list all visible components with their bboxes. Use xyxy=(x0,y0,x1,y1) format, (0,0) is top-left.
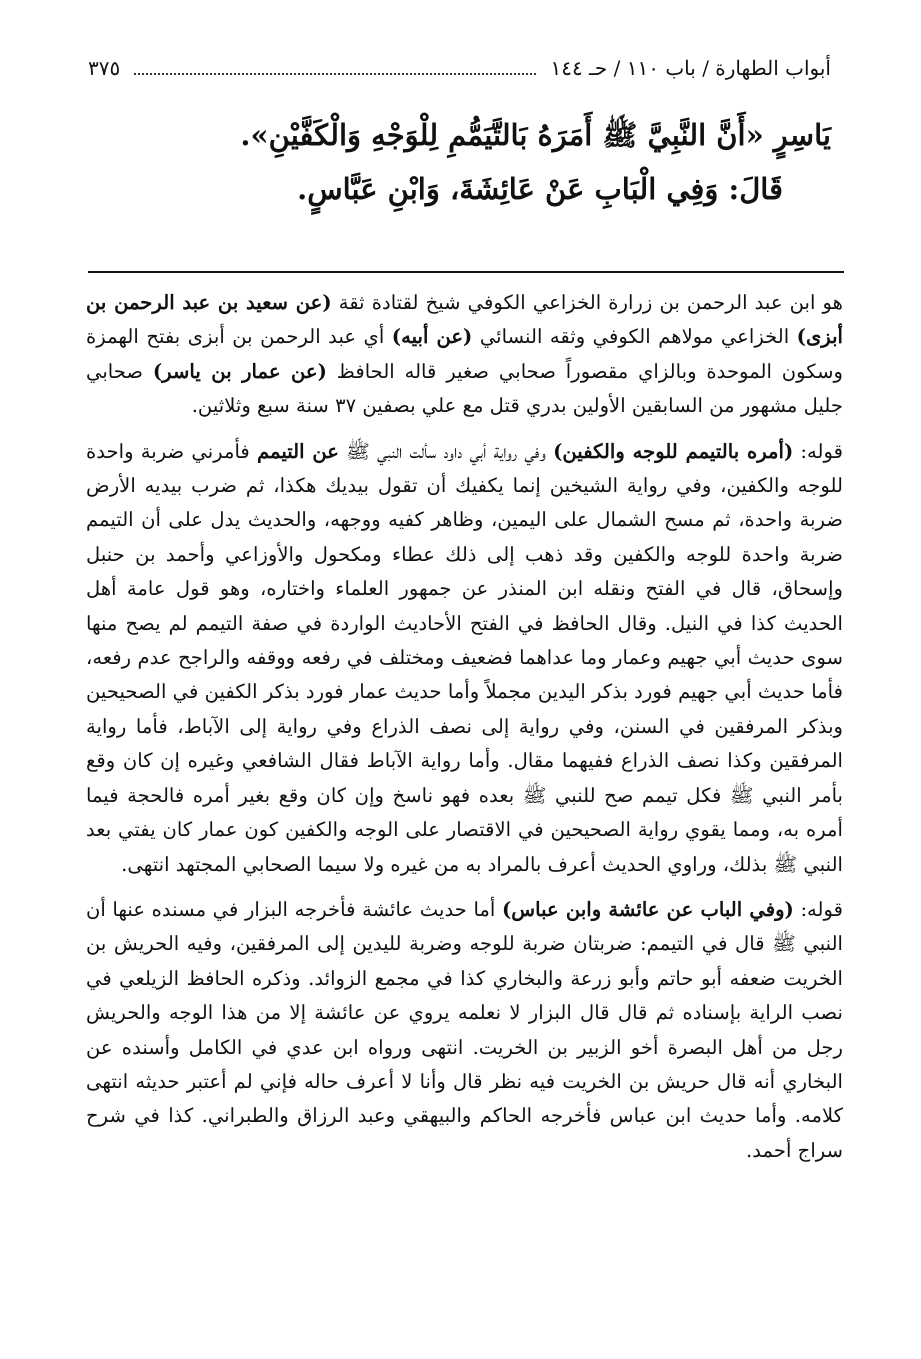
page-header xyxy=(88,48,831,88)
commentary-paragraph xyxy=(86,893,843,1168)
commentary xyxy=(86,286,843,1179)
commentary-text: وفي رواية أبي داود سألت النبي ﷺ xyxy=(338,439,554,463)
commentary-text: هو ابن عبد الرحمن بن زرارة الخزاعي الكوفي شيخ لقتادة ثقة xyxy=(331,291,843,314)
footnote-divider xyxy=(88,271,844,273)
commentary-bold: (أمره بالتيمم للوجه والكفين) xyxy=(553,439,794,463)
commentary-bold: (عن أبيه) xyxy=(391,325,473,349)
commentary-bold: عن التيمم xyxy=(256,439,339,463)
commentary-text: صحابي جليل مشهور من السابقين الأولين بدري قتل مع علي بصفين ٣٧ سنة سبع وثلاثين. xyxy=(86,359,843,418)
commentary-text: قوله: xyxy=(793,897,844,921)
commentary-paragraph xyxy=(86,435,843,882)
leader-dots xyxy=(134,73,536,75)
running-title: أبواب الطهارة / باب ١١٠ / حـ ١٤٤ xyxy=(550,56,831,80)
commentary-text: قوله: xyxy=(793,439,843,463)
commentary-bold: (عن عمار بن ياسر) xyxy=(152,359,327,383)
hadith-text xyxy=(88,108,831,216)
page-number: ٣٧٥ xyxy=(88,56,121,80)
commentary-text: أي عبد الرحمن بن أبزى بفتح الهمزة وسكون الموحدة وبالزاي مقصوراً صحابي صغير قاله الحافظ xyxy=(86,325,843,383)
commentary-text: أما حديث عائشة فأخرجه البزار في مسنده عنها أن النبي ﷺ قال في التيمم: ضربتان ضربة للوجه وضربة لليدين إلى المرفقين، وفيه الحريش بن الخريت ضعفه أبو حاتم وأبو زرعة والبخاري كذا في مجمع الزوائد. وذكره الحافظ الزيلعي في نصب الراية بإسناده ثم قال قال البزار لا نعلمه يروي عن عائشة إلا من هذا الوجه والحريش رجل من أهل البصرة أخو الزبير بن الخريت. انتهى ورواه ابن عدي في الكامل وأسنده عن البخاري أنه قال حريش بن الخريت فيه نظر قال وأنا لا أعرف حاله فإني لم أعتبر حديثه انتهى كلامه. وأما حديث ابن عباس فأخرجه الحاكم والبيهقي وعبد الرزاق والطبراني. كذا في شرح سراج أحمد. xyxy=(86,897,843,1162)
hadith-line: قَالَ: وَفِي الْبَابِ عَنْ عَائِشَةَ، وَابْنِ عَبَّاسٍ. xyxy=(297,172,783,206)
commentary-paragraph xyxy=(86,286,843,424)
commentary-bold: (عن سعيد بن عبد الرحمن بن أبزى) xyxy=(86,291,843,349)
hadith-line: يَاسِرٍ «أَنَّ النَّبِيَّ ﷺ أَمَرَهُ بَالتَّيَمُّمِ لِلْوَجْهِ وَالْكَفَّيْنِ». xyxy=(240,118,831,152)
commentary-text: فأمرني ضربة واحدة للوجه والكفين، وفي رواية الشيخين إنما يكفيك أن تقول بيديك هكذا، ثم ضرب بيديه الأرض ضربة واحدة، ثم مسح الشمال على اليمين، وظاهر كفيه ووجهه، والحديث يدل على أن التيمم ضربة واحدة للوجه والكفين وقد ذهب إلى ذلك عطاء ومكحول والأوزاعي وأحمد بن حنبل وإسحاق، قال في الفتح ونقله ابن المنذر عن جمهور العلماء واختاره، وهو قول عامة أهل الحديث كذا في النيل. وقال الحافظ في الفتح الأحاديث الواردة في صفة التيمم لم يصح منها سوى حديث أبي جهيم وعمار وما عداهما فضعيف ومختلف في رفعه ووقفه والراجح عدم رفعه، فأما حديث أبي جهيم فورد بذكر اليدين مجملاً وأما حديث عمار فورد بذكر الكفين في الصحيحين وبذكر المرفقين في السنن، وفي رواية إلى نصف الذراع وفي رواية إلى الآباط، فأما رواية المرفقين وكذا نصف الذراع ففيهما مقال. وأما رواية الآباط فقال الشافعي وغيره إن كان وقع بأمر النبي ﷺ فكل تيمم صح للنبي ﷺ بعده فهو ناسخ وإن كان وقع بغير أمره فالحجة فيما أمره به، ومما يقوي رواية الصحيحين في الاقتصار على الوجه والكفين كون عمار كان يفتي بعد النبي ﷺ بذلك، وراوي الحديث أعرف بالمراد به من غيره ولا سيما الصحابي المجتهد انتهى. xyxy=(86,439,843,876)
commentary-bold: (وفي الباب عن عائشة وابن عباس) xyxy=(501,897,794,921)
commentary-text: الخزاعي مولاهم الكوفي وثقه النسائي xyxy=(472,325,797,349)
